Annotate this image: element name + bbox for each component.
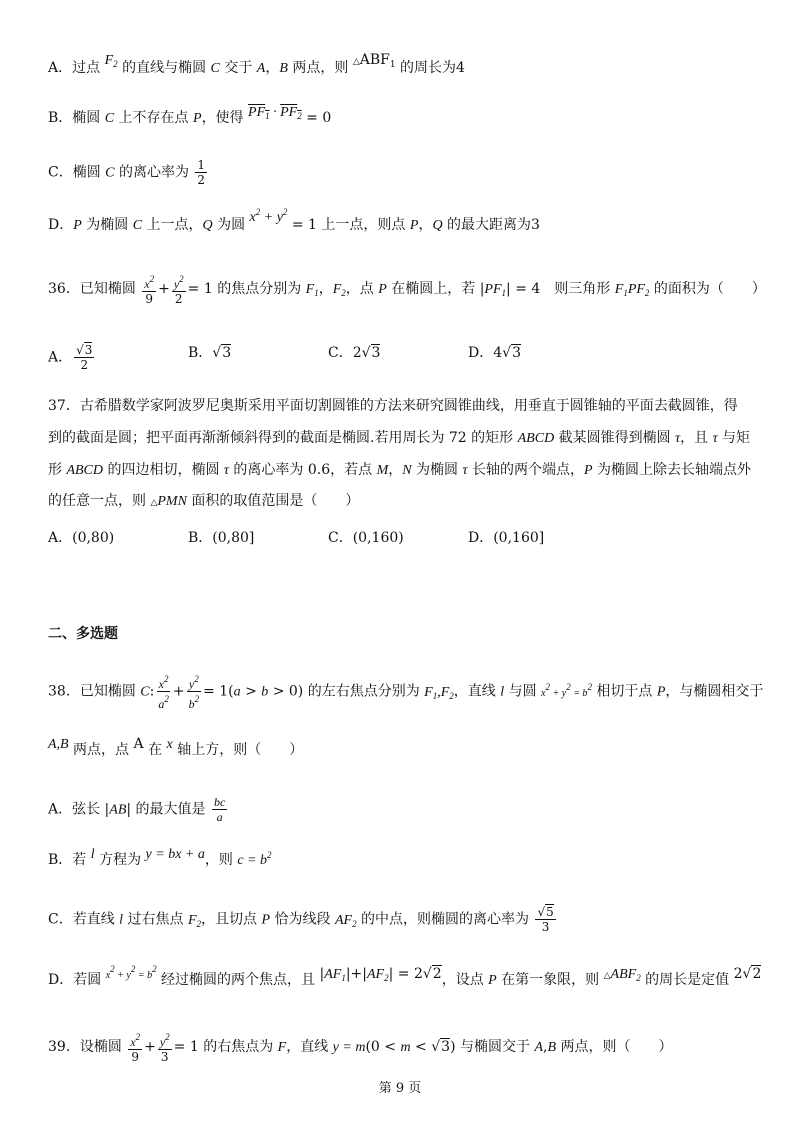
q37-line3: 形 ABCD 的四边相切，椭圆 τ 的离心率为 0.6，若点 M，N 为椭圆 τ 长轴的两个端点，P 为椭圆上除去长轴端点外 xyxy=(48,462,751,478)
page-number: 第 9 页 xyxy=(378,1081,422,1096)
q37-option-b: B．(0,80] xyxy=(188,530,255,546)
q37-line4: 的任意一点，则 △PMN 面积的取值范围是（ ） xyxy=(48,493,360,509)
fraction-one-half: $\frac{1}{2}$ xyxy=(197,158,206,187)
q35-option-b: B．椭圆 C 上不存在点 P，使得 $PF_1 \cdot PF_2 = 0$ xyxy=(48,105,332,126)
q37-option-d: D．(0,160] xyxy=(468,530,545,546)
q38-option-d: D．若圆 $^{x2 + y2 = b2}$ 经过椭圆的两个焦点，且 $|AF_1|+|AF_2| = 2√2$，设点 P 在第一象限，则 $\triangle ABF_2$ 的周长是定值 2√2 xyxy=(48,964,762,988)
q39-stem: 39．设椭圆 $\frac{x^2}{9}$ + $\frac{y^2}{3}$ = 1 的右焦点为 F，直线 y = m(0 < m < √3) 与椭圆交于 A,B 两点，则（ ） xyxy=(48,1032,673,1064)
q35-option-d: D．P 为椭圆 C 上一点，Q 为圆 $x^2 + y^2 = 1$ 上一点，则点 P，Q 的最大距离为3 xyxy=(48,207,540,233)
q38-option-a: A．弦长 |AB| 的最大值是 $\frac{bc}{a}$ xyxy=(48,795,226,824)
q36-option-b: B．√3 xyxy=(188,345,232,361)
q37-option-c: C．(0,160) xyxy=(328,530,404,546)
q36-option-c: C．2√3 xyxy=(328,345,381,361)
q37-line2: 到的截面是圆；把平面再渐渐倾斜得到的截面是椭圆.若用周长为 72 的矩形 ABCD 截某圆锥得到椭圆 τ，且 τ 与矩 xyxy=(48,430,751,446)
q38-stem-line1: 38．已知椭圆 C: $\frac{x^2}{a^2}$ + $\frac{y^2}{b^2}$ = 1(a > b > 0) 的左右焦点分别为 $F_1,F_2$，直线 l 与圆 x2 + y2 = b2 相切于点 P，与椭圆相交于 xyxy=(48,674,764,711)
section-title: 二、多选题 xyxy=(48,626,118,642)
q36-stem: 36．已知椭圆 $\frac{x^2}{9}$ + $\frac{y^2}{2}$ = 1 的焦点分别为 $F_1$，$F_2$，点 P 在椭圆上，若 $|PF_1| = 4$ 则三角形 $F_1PF_2$ 的面积为（ ） xyxy=(48,274,766,306)
q36-option-d: D．4√3 xyxy=(468,345,521,361)
q37-line1: 37．古希腊数学家阿波罗尼奥斯采用平面切割圆锥的方法来研究圆锥曲线，用垂直于圆锥轴的平面去截圆锥，得 xyxy=(48,398,738,414)
q37-option-a: A．(0,80) xyxy=(48,530,115,546)
q38-option-c: C．若直线 l 过右焦点 $F_2$，且切点 P 恰为线段 $AF_2$ 的中点，则椭圆的离心率为 $\frac{√5}{3}$ xyxy=(48,905,554,934)
q36-option-a: A． $\frac{√3}{2}$ xyxy=(48,343,93,372)
q38-option-b: B．若 l 方程为 y = bx + a，则 $c = b^2$ xyxy=(48,847,272,868)
q38-stem-line2: A,B 两点，点 A 在 x 轴上方，则（ ） xyxy=(48,736,304,758)
q35-option-a: A．过点 $F_2$ 的直线与椭圆 C 交于 A，B 两点，则 $\triangle ABF_1$ 的周长为4 xyxy=(48,52,465,76)
q35-option-c: C．椭圆 C 的离心率为 $\frac{1}{2}$ xyxy=(48,158,206,187)
